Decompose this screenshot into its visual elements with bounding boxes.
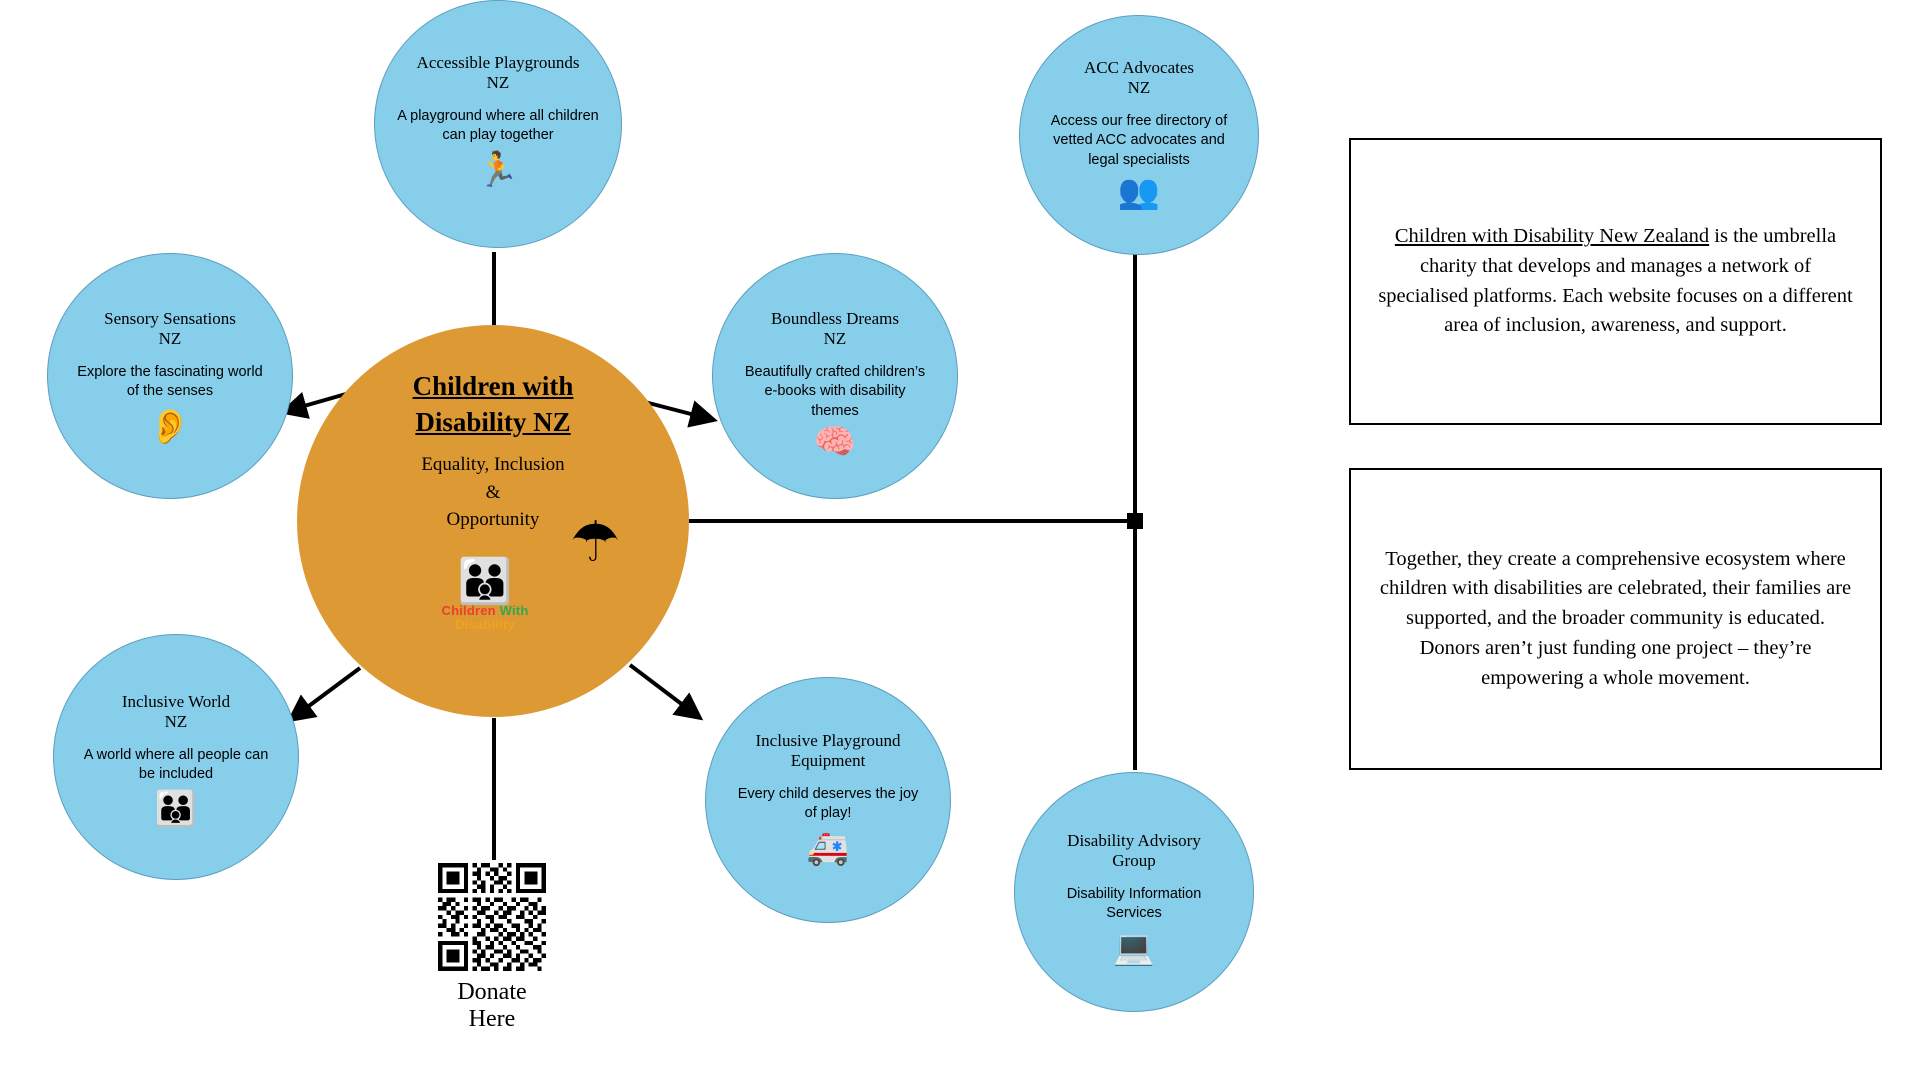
node-title-line1: Inclusive World (121, 692, 231, 711)
ear-sound-wave-icon: 👂 (148, 408, 192, 446)
node-title-line2: NZ (823, 329, 847, 349)
laptop-information-icon: 💻 (1112, 929, 1156, 967)
node-title-line2: Group (1112, 851, 1156, 871)
node-disability-advisory-group[interactable] (1014, 772, 1254, 1012)
node-inclusive-playground-equipment[interactable] (705, 677, 951, 923)
donate-here-label: Donate Here (457, 979, 527, 1032)
node-description: Every child deserves the joy of play! (737, 785, 919, 822)
logo-word-with: With (499, 603, 529, 618)
node-accessible-playgrounds-nz[interactable] (374, 0, 622, 248)
node-boundless-dreams-nz[interactable] (712, 253, 958, 499)
umbrella-icon: ☂ (570, 512, 621, 574)
node-title (756, 731, 901, 772)
brain-with-glasses-icon: 🧠 (813, 424, 857, 462)
group-of-people-icon: 👪 (154, 790, 198, 828)
node-description: Disability Information Services (1066, 885, 1202, 922)
seesaw-icon: 🚑 (806, 829, 850, 867)
node-title-line1: Accessible Playgrounds (416, 53, 580, 72)
center-node-subtitle (421, 451, 564, 534)
logo-wordmark (430, 604, 540, 633)
info-textbox-bottom (1349, 468, 1882, 770)
node-acc-advocates-nz[interactable] (1019, 15, 1259, 255)
center-node-title-line1: Children with (412, 371, 574, 401)
node-title-line2: NZ (164, 712, 188, 732)
info-textbox-bottom-text: Together, they create a comprehensive ecosystem where children with disabilities are celebrated, their families are supported, and the broader community is educated. Donors aren’t just funding one project – they’re empowering a whole movement. (1379, 547, 1852, 689)
logo-word-disability: Disability (455, 617, 515, 633)
node-title (417, 53, 580, 94)
center-node-title-line2: Disability NZ (415, 406, 571, 437)
info-textbox-top (1349, 138, 1882, 425)
logo-word-children: Children (441, 603, 496, 618)
node-title-line1: Boundless Dreams (771, 309, 899, 328)
donate-qr-block[interactable] (437, 863, 547, 1033)
node-title-line1: Disability Advisory (1067, 831, 1201, 850)
node-title-line1: ACC Advocates (1083, 58, 1195, 77)
center-node-children-with-disability-nz[interactable] (297, 325, 689, 717)
node-title (1084, 58, 1194, 99)
node-description: A playground where all children can play together (397, 107, 599, 144)
node-title (104, 309, 236, 350)
node-inclusive-world-nz[interactable] (53, 634, 299, 880)
center-node-subtitle-line3: Opportunity (446, 509, 540, 531)
node-title (1067, 831, 1201, 872)
qr-code-icon[interactable] (438, 863, 546, 971)
node-title (122, 692, 230, 733)
children-with-disability-logo (430, 557, 540, 633)
center-node-title (413, 369, 574, 440)
node-title-line2: NZ (158, 329, 182, 349)
center-node-subtitle-line1: Equality, Inclusion (421, 454, 565, 476)
info-textbox-top-text: is the umbrella charity that develops and manages a network of specialised platforms. Each website focuses on a different area of inclusion, awareness, and support. (1378, 225, 1853, 337)
node-description: Access our free directory of vetted ACC advocates and legal specialists (1050, 112, 1228, 168)
node-title-line1: Sensory Sensations (104, 309, 236, 328)
node-title-line1: Inclusive Playground (755, 731, 901, 750)
info-textbox-top-highlight: Children with Disability New Zealand (1394, 225, 1710, 248)
node-title-line2: NZ (1127, 78, 1151, 98)
node-sensory-sensations-nz[interactable] (47, 253, 293, 499)
center-node-subtitle-line2: & (485, 481, 501, 503)
child-on-swing-icon: 🏃 (476, 151, 520, 189)
children-logo-icon: 👪 (457, 557, 513, 606)
meeting-people-icon: 👥 (1117, 174, 1161, 212)
node-description: Beautifully crafted children’s e-books with disability themes (744, 363, 926, 419)
node-title-line2: Equipment (790, 751, 866, 771)
node-title-line2: NZ (486, 73, 510, 93)
node-description: Explore the fascinating world of the senses (77, 363, 263, 400)
node-title (771, 309, 899, 350)
node-description: A world where all people can be included (83, 746, 269, 783)
